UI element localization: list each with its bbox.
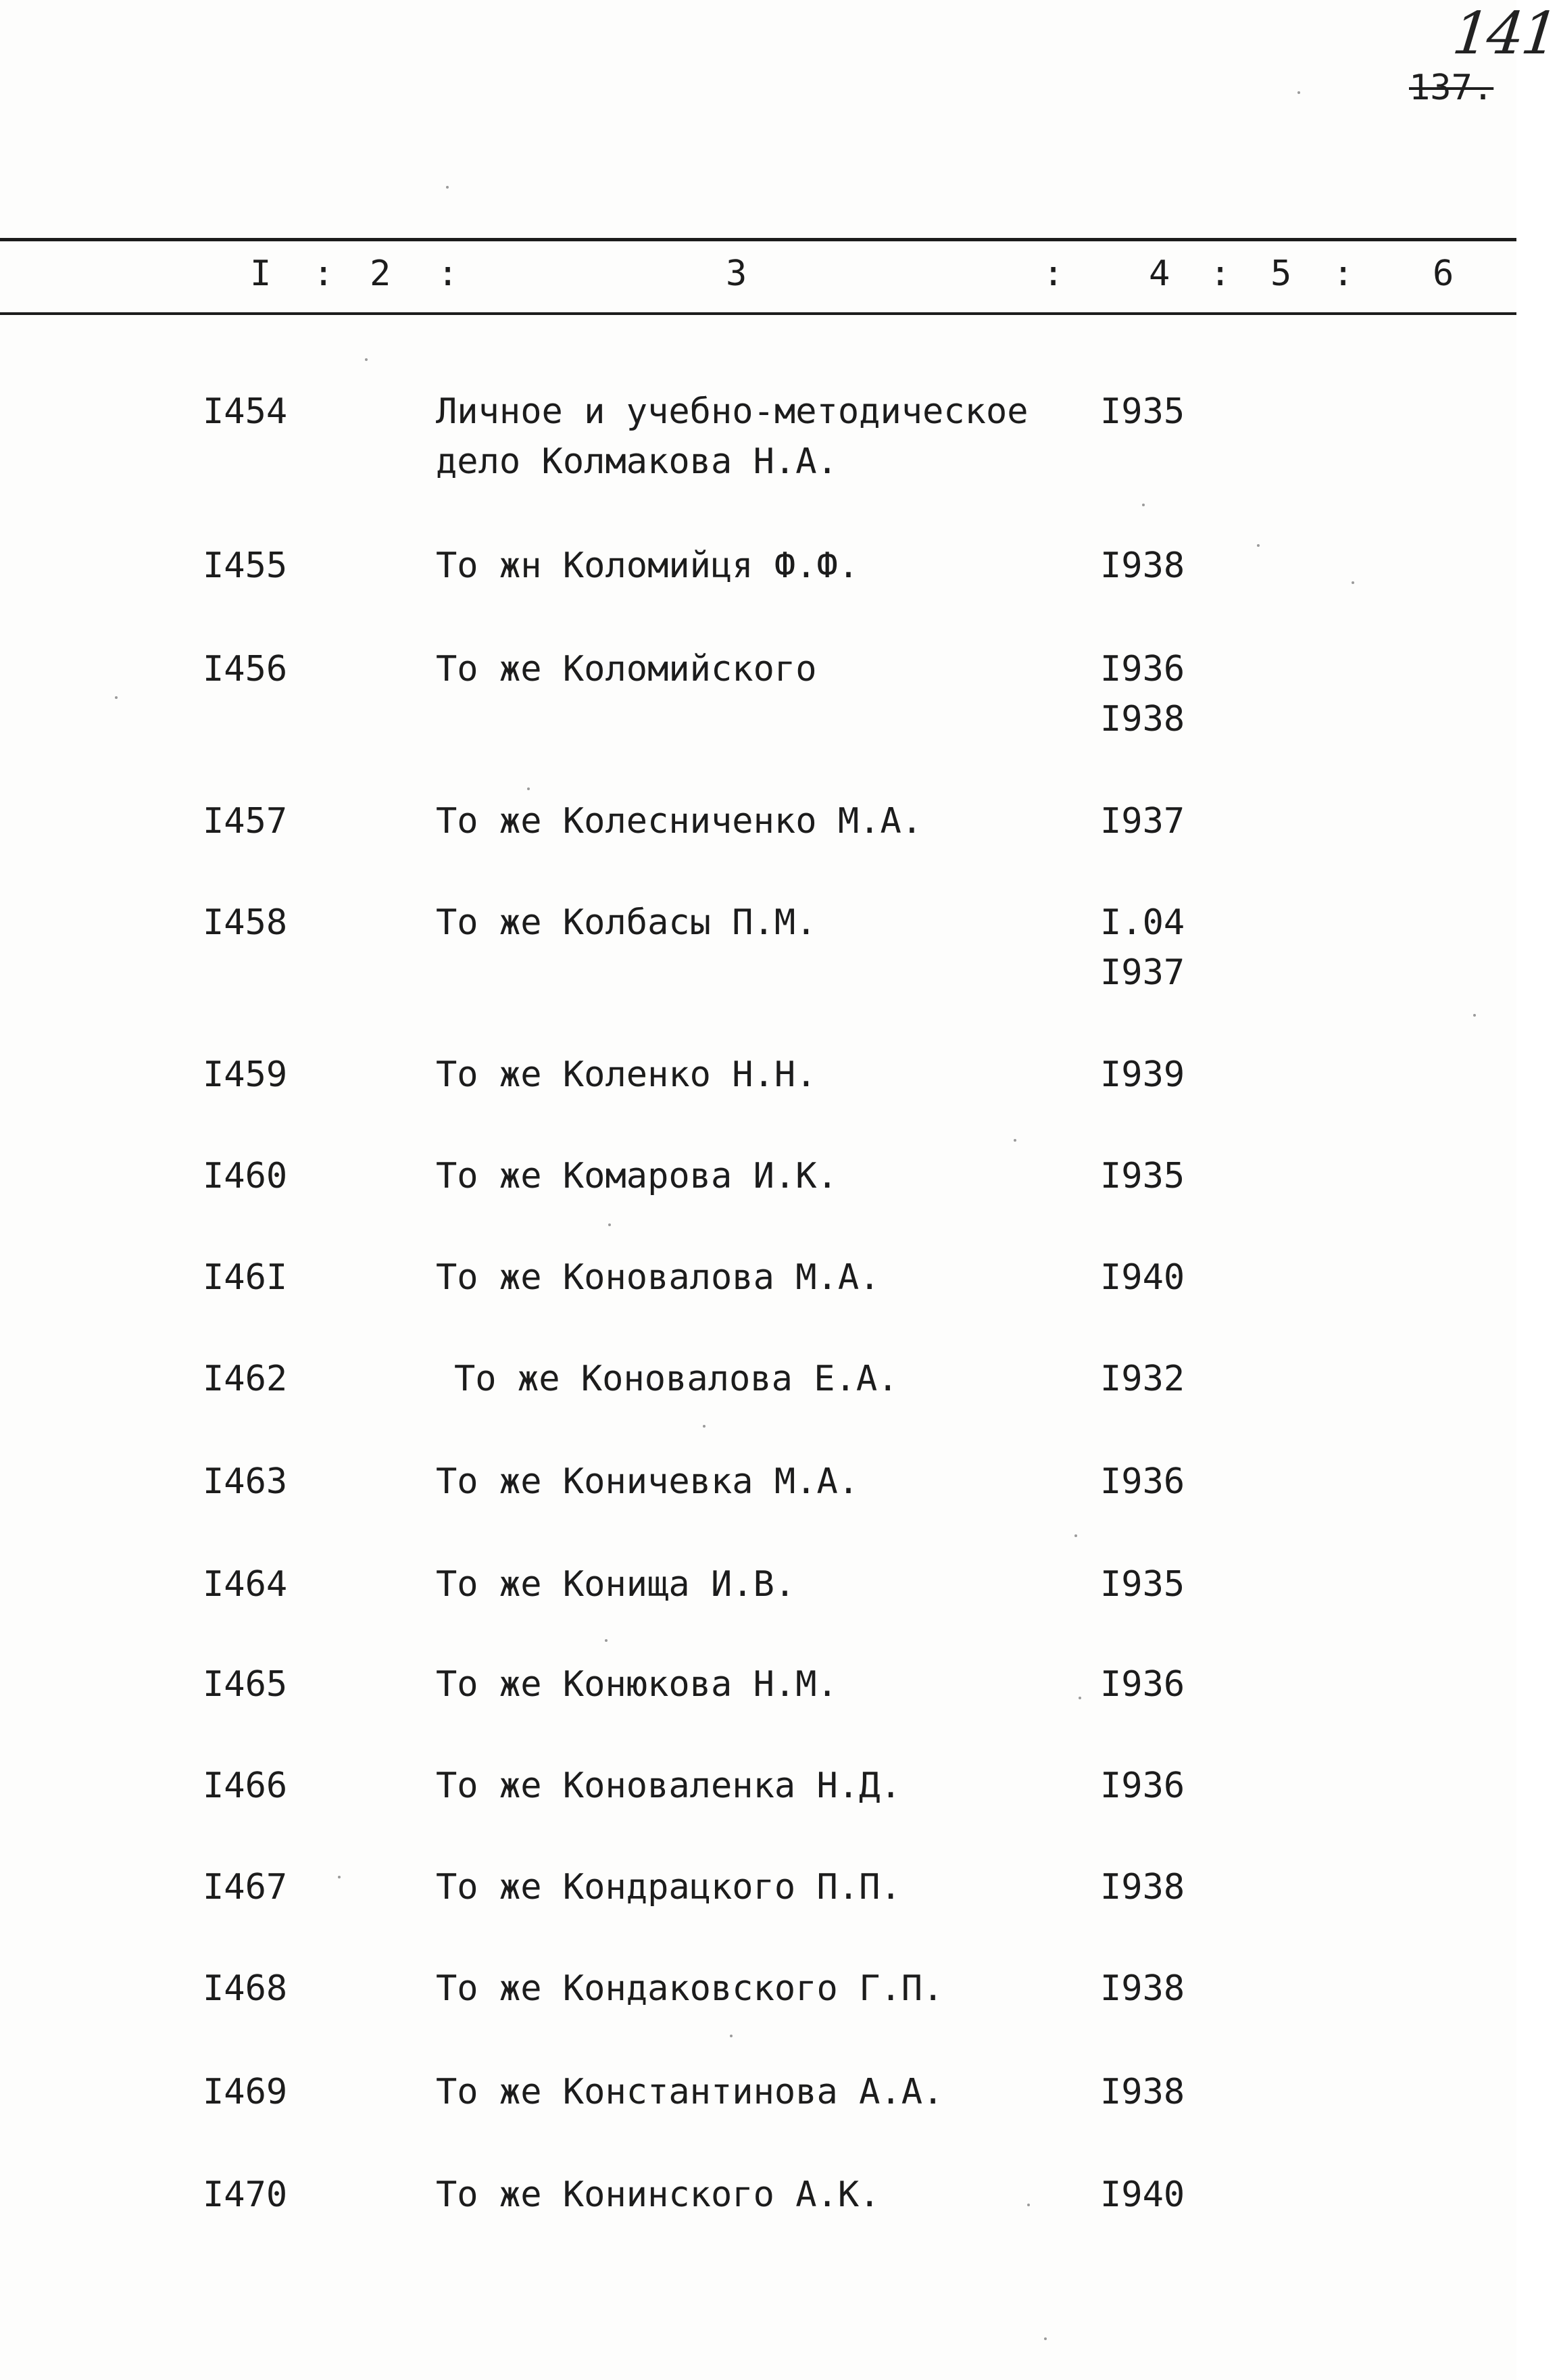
scan-speck (115, 696, 118, 699)
row-number: I464 (203, 1564, 288, 1605)
scan-speck (1027, 2204, 1030, 2206)
header-separator: : (437, 253, 459, 294)
row-year: I938 (1100, 545, 1185, 586)
row-title: То же Конинского А.К. (436, 2175, 881, 2215)
scan-speck (1142, 504, 1145, 506)
header-bottom-rule (0, 312, 1516, 315)
row-title: То же Коноваленка Н.Д. (436, 1766, 901, 1806)
row-year: I939 (1100, 1054, 1185, 1095)
scan-speck (1257, 544, 1260, 547)
row-title: Личное и учебно-методическое дело Колмакова Н.А. (436, 391, 1029, 482)
scan-speck (703, 1425, 706, 1428)
row-number: I456 (203, 649, 288, 689)
scan-speck (608, 1223, 611, 1226)
row-year: I938 (1100, 2072, 1185, 2112)
typed-page-number: 137. (1409, 68, 1494, 108)
row-number: I457 (203, 801, 288, 842)
row-number: I454 (203, 391, 288, 432)
row-title: То же Кондаковского Г.П. (436, 1968, 944, 2009)
handwritten-page-number: 141 (1449, 0, 1559, 68)
row-number: I466 (203, 1766, 288, 1806)
row-number: I460 (203, 1156, 288, 1196)
scan-speck (1074, 1534, 1077, 1537)
scan-speck (1014, 1139, 1016, 1142)
row-number: I467 (203, 1867, 288, 1908)
row-year: I936 (1100, 1766, 1185, 1806)
row-title: То же Коленко Н.Н. (436, 1054, 817, 1095)
row-number: I459 (203, 1054, 288, 1095)
row-title: То же Кондрацкого П.П. (436, 1867, 901, 1908)
row-title: То же Комарова И.К. (436, 1156, 838, 1196)
row-title: То же Константинова А.А. (436, 2072, 944, 2112)
scan-speck (1079, 1697, 1081, 1699)
row-number: I470 (203, 2175, 288, 2215)
scan-speck (605, 1639, 608, 1642)
row-title: То же Коничевка М.А. (436, 1461, 860, 1502)
scan-speck (1044, 2337, 1047, 2340)
scan-speck (730, 2035, 733, 2037)
row-year: I938 (1100, 1968, 1185, 2009)
row-year: I935 (1100, 1564, 1185, 1605)
row-year: I940 (1100, 1257, 1185, 1298)
row-title: То же Коломийского (436, 649, 817, 689)
row-year: I938 (1100, 1867, 1185, 1908)
row-year: I936 (1100, 1664, 1185, 1705)
row-title: То же Конюкова Н.М. (436, 1664, 838, 1705)
row-number: I465 (203, 1664, 288, 1705)
scan-speck (527, 787, 530, 790)
header-col-4: 4 (1149, 253, 1170, 294)
row-year: I937 (1100, 801, 1185, 842)
row-title: То же Колесниченко М.А. (436, 801, 923, 842)
row-year: I932 (1100, 1359, 1185, 1399)
row-year: I936 (1100, 1461, 1185, 1502)
row-number: I463 (203, 1461, 288, 1502)
header-top-rule (0, 238, 1516, 241)
row-number: I455 (203, 545, 288, 586)
scan-speck (338, 1876, 341, 1878)
row-number: I458 (203, 902, 288, 943)
header-col-2: 2 (370, 253, 391, 294)
header-col-1: I (250, 253, 272, 294)
row-number: I462 (203, 1359, 288, 1399)
header-col-6: 6 (1433, 253, 1454, 294)
row-title: То жн Коломийця Ф.Ф. (436, 545, 860, 586)
header-separator: : (313, 253, 335, 294)
header-separator: : (1210, 253, 1231, 294)
row-title: То же Коновалова Е.А. (454, 1359, 899, 1399)
header-separator: : (1333, 253, 1354, 294)
scan-speck (1352, 581, 1354, 584)
row-number: I469 (203, 2072, 288, 2112)
row-title: То же Колбасы П.М. (436, 902, 817, 943)
scan-speck (1297, 91, 1300, 94)
row-year: I936 I938 (1100, 649, 1185, 739)
row-year: I935 (1100, 391, 1185, 432)
scan-speck (1473, 1014, 1476, 1017)
header-separator: : (1043, 253, 1064, 294)
header-col-3: 3 (726, 253, 747, 294)
scan-speck (446, 186, 449, 189)
scan-speck (365, 358, 368, 361)
row-year: I940 (1100, 2175, 1185, 2215)
header-col-5: 5 (1270, 253, 1292, 294)
row-year: I935 (1100, 1156, 1185, 1196)
row-year: I.04 I937 (1100, 902, 1185, 993)
row-number: I46I (203, 1257, 288, 1298)
row-number: I468 (203, 1968, 288, 2009)
row-title: То же Коновалова М.А. (436, 1257, 881, 1298)
row-title: То же Конища И.В. (436, 1564, 796, 1605)
